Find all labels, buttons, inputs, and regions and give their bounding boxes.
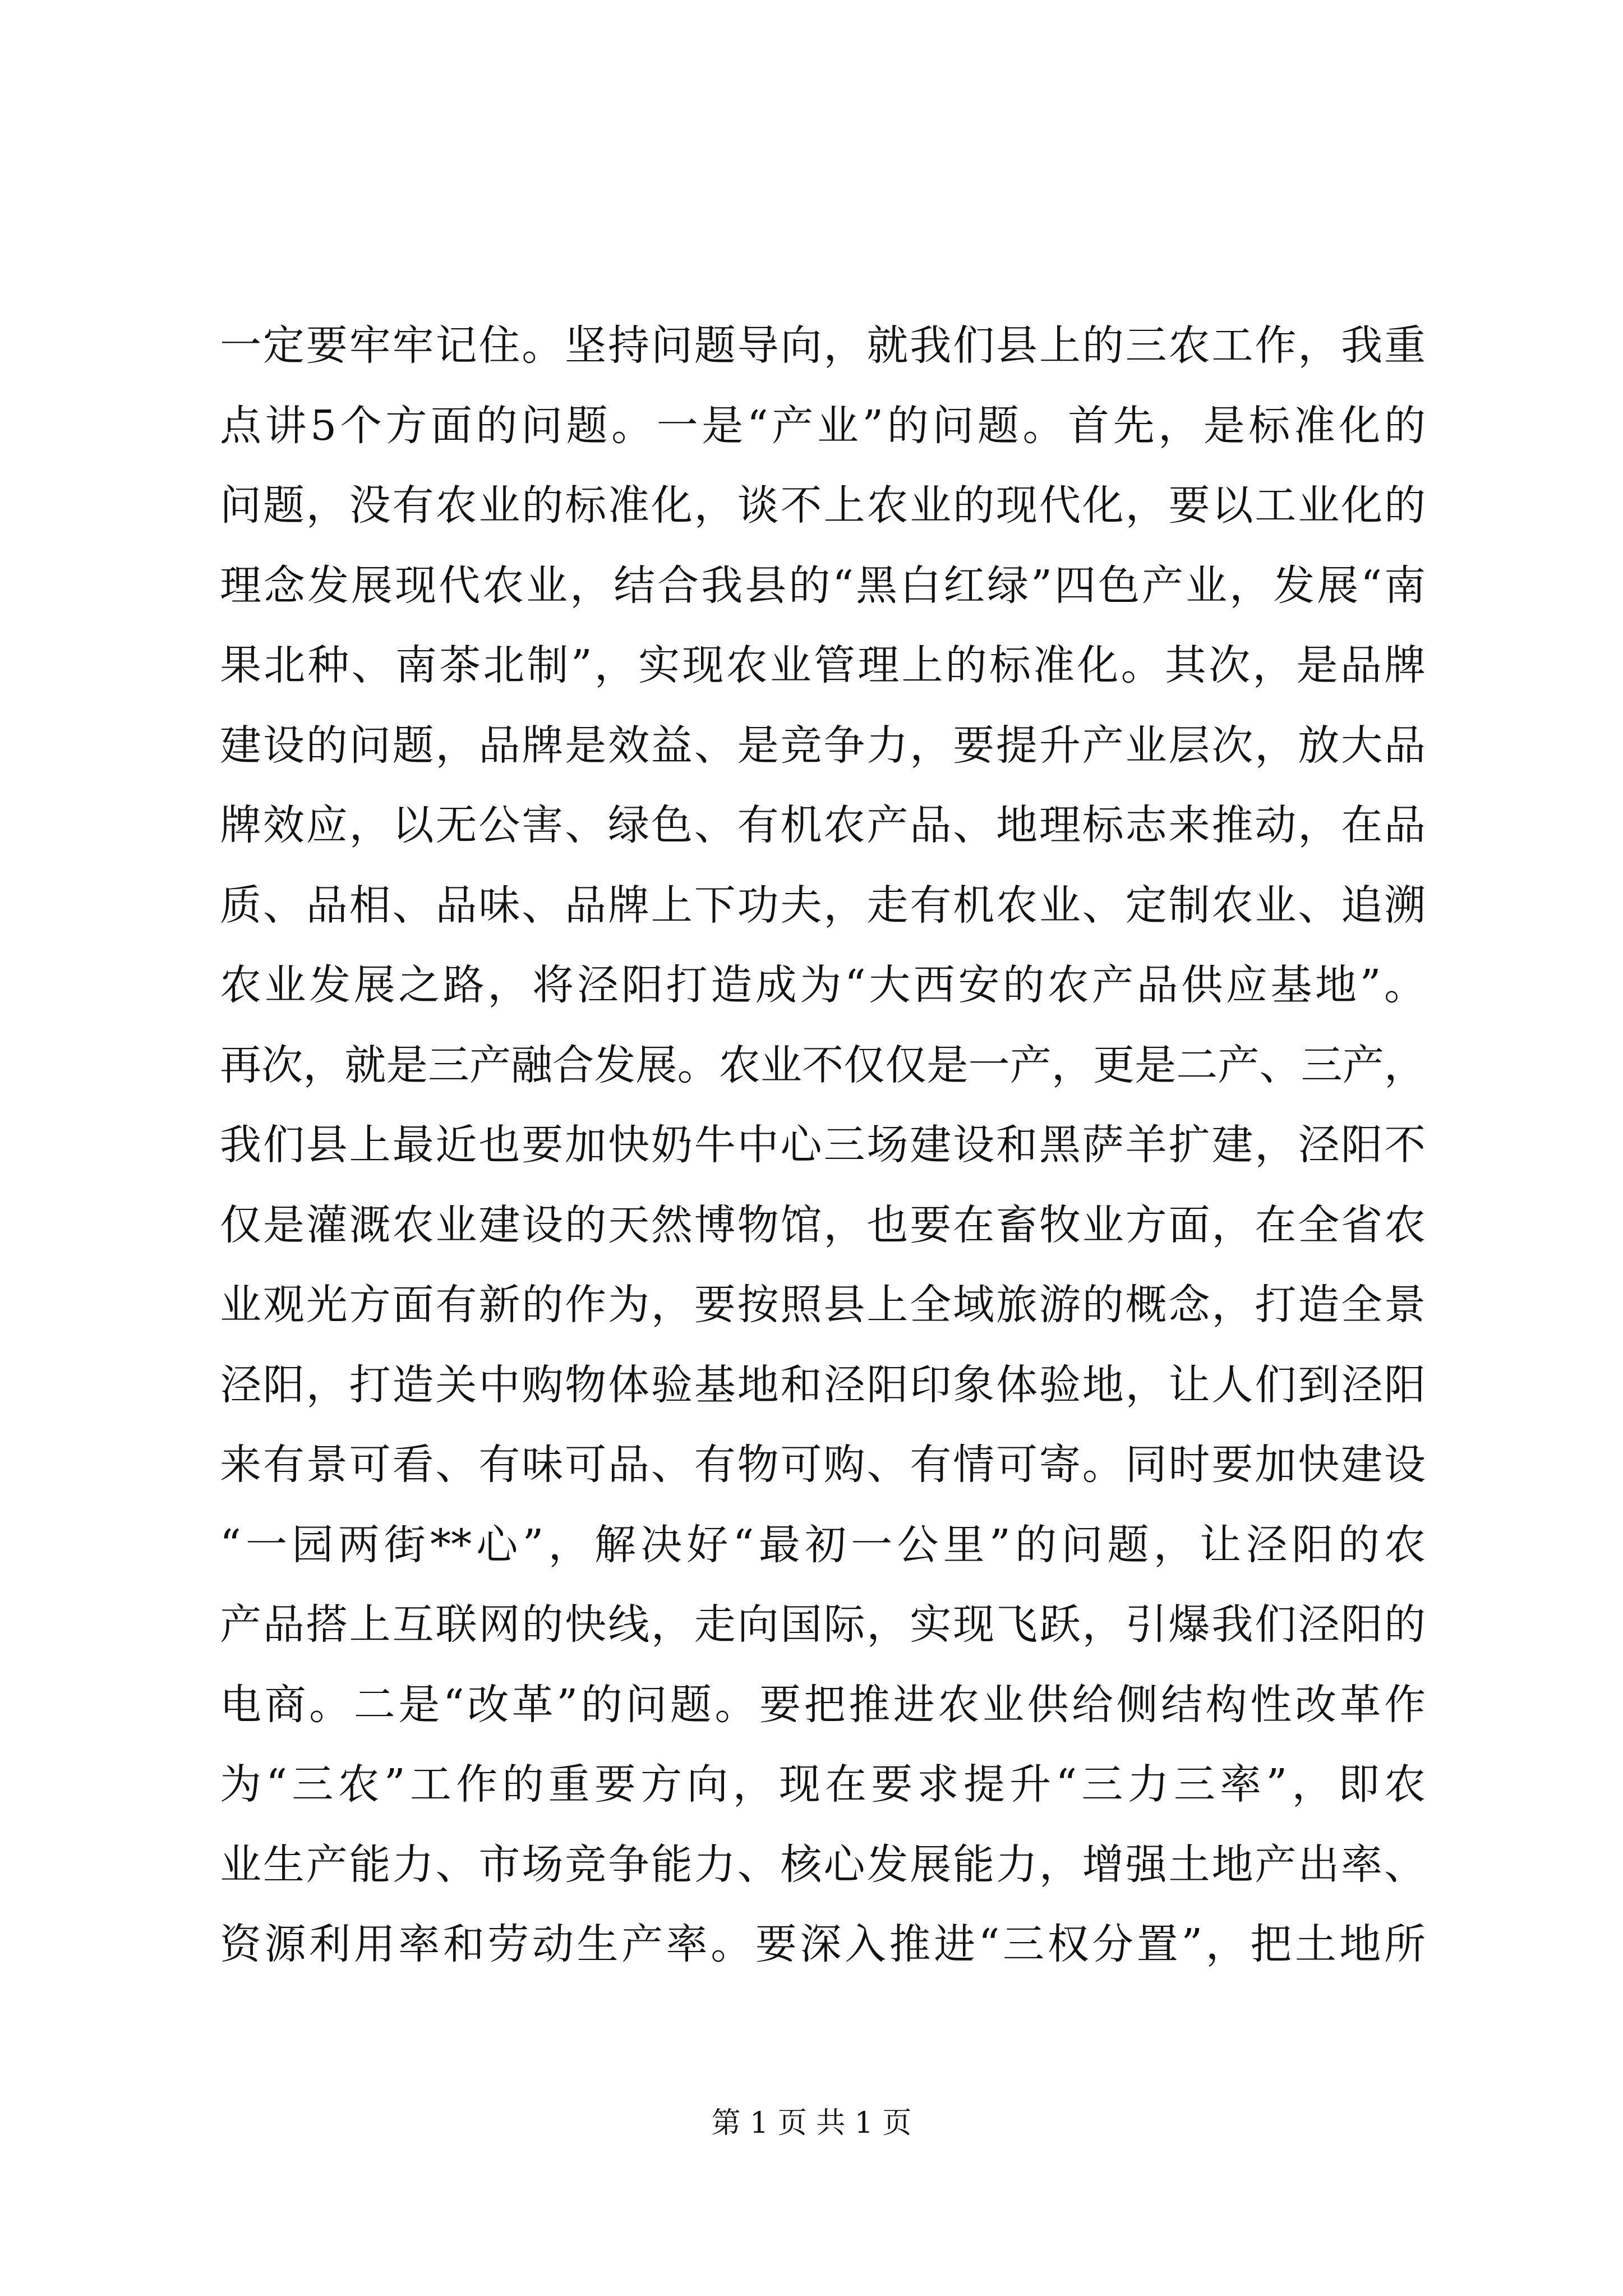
text-line: 为“三农”工作的重要方向，现在要求提升“三力三率”，即农	[220, 1760, 1426, 1809]
text-line: 建设的问题，品牌是效益、是竞争力，要提升产业层次，放大品	[220, 721, 1426, 770]
text-line: 理念发展现代农业，结合我县的“黑白红绿”四色产业，发展“南	[220, 561, 1426, 610]
text-line: 业观光方面有新的作为，要按照县上全域旅游的概念，打造全景	[220, 1281, 1426, 1329]
text-line: 来有景可看、有味可品、有物可购、有情可寄。同时要加快建设	[220, 1441, 1426, 1489]
text-line: 农业发展之路，将泾阳打造成为“大西安的农产品供应基地”。	[220, 961, 1426, 1009]
text-line: 泾阳，打造关中购物体验基地和泾阳印象体验地，让人们到泾阳	[220, 1360, 1426, 1409]
body-text	[220, 306, 1426, 1985]
text-line: 业生产能力、市场竞争能力、核心发展能力，增强土地产出率、	[220, 1840, 1426, 1889]
text-line: 牌效应，以无公害、绿色、有机农产品、地理标志来推动，在品	[220, 801, 1426, 849]
text-line: 仅是灌溉农业建设的天然博物馆，也要在畜牧业方面，在全省农	[220, 1200, 1426, 1249]
text-line: 再次，就是三产融合发展。农业不仅仅是一产，更是二产、三产，	[220, 1041, 1426, 1089]
text-line: 果北种、南茶北制”，实现农业管理上的标准化。其次，是品牌	[220, 641, 1426, 689]
text-line: 资源利用率和劳动生产率。要深入推进“三权分置”，把土地所	[220, 1920, 1426, 1968]
text-line: “一园两街**心”，解决好“最初一公里”的问题，让泾阳的农	[220, 1520, 1426, 1569]
text-line: 问题，没有农业的标准化，谈不上农业的现代化，要以工业化的	[220, 481, 1426, 530]
page-footer: 第 1 页 共 1 页	[711, 2106, 912, 2140]
text-line: 一定要牢牢记住。坚持问题导向，就我们县上的三农工作，我重	[220, 321, 1426, 370]
text-line: 点讲5个方面的问题。一是“产业”的问题。首先，是标准化的	[220, 401, 1426, 450]
text-line: 产品搭上互联网的快线，走向国际，实现飞跃，引爆我们泾阳的	[220, 1600, 1426, 1649]
text-line: 质、品相、品味、品牌上下功夫，走有机农业、定制农业、追溯	[220, 881, 1426, 930]
text-line: 电商。二是“改革”的问题。要把推进农业供给侧结构性改革作	[220, 1680, 1426, 1729]
text-line: 我们县上最近也要加快奶牛中心三场建设和黑萨羊扩建，泾阳不	[220, 1121, 1426, 1169]
